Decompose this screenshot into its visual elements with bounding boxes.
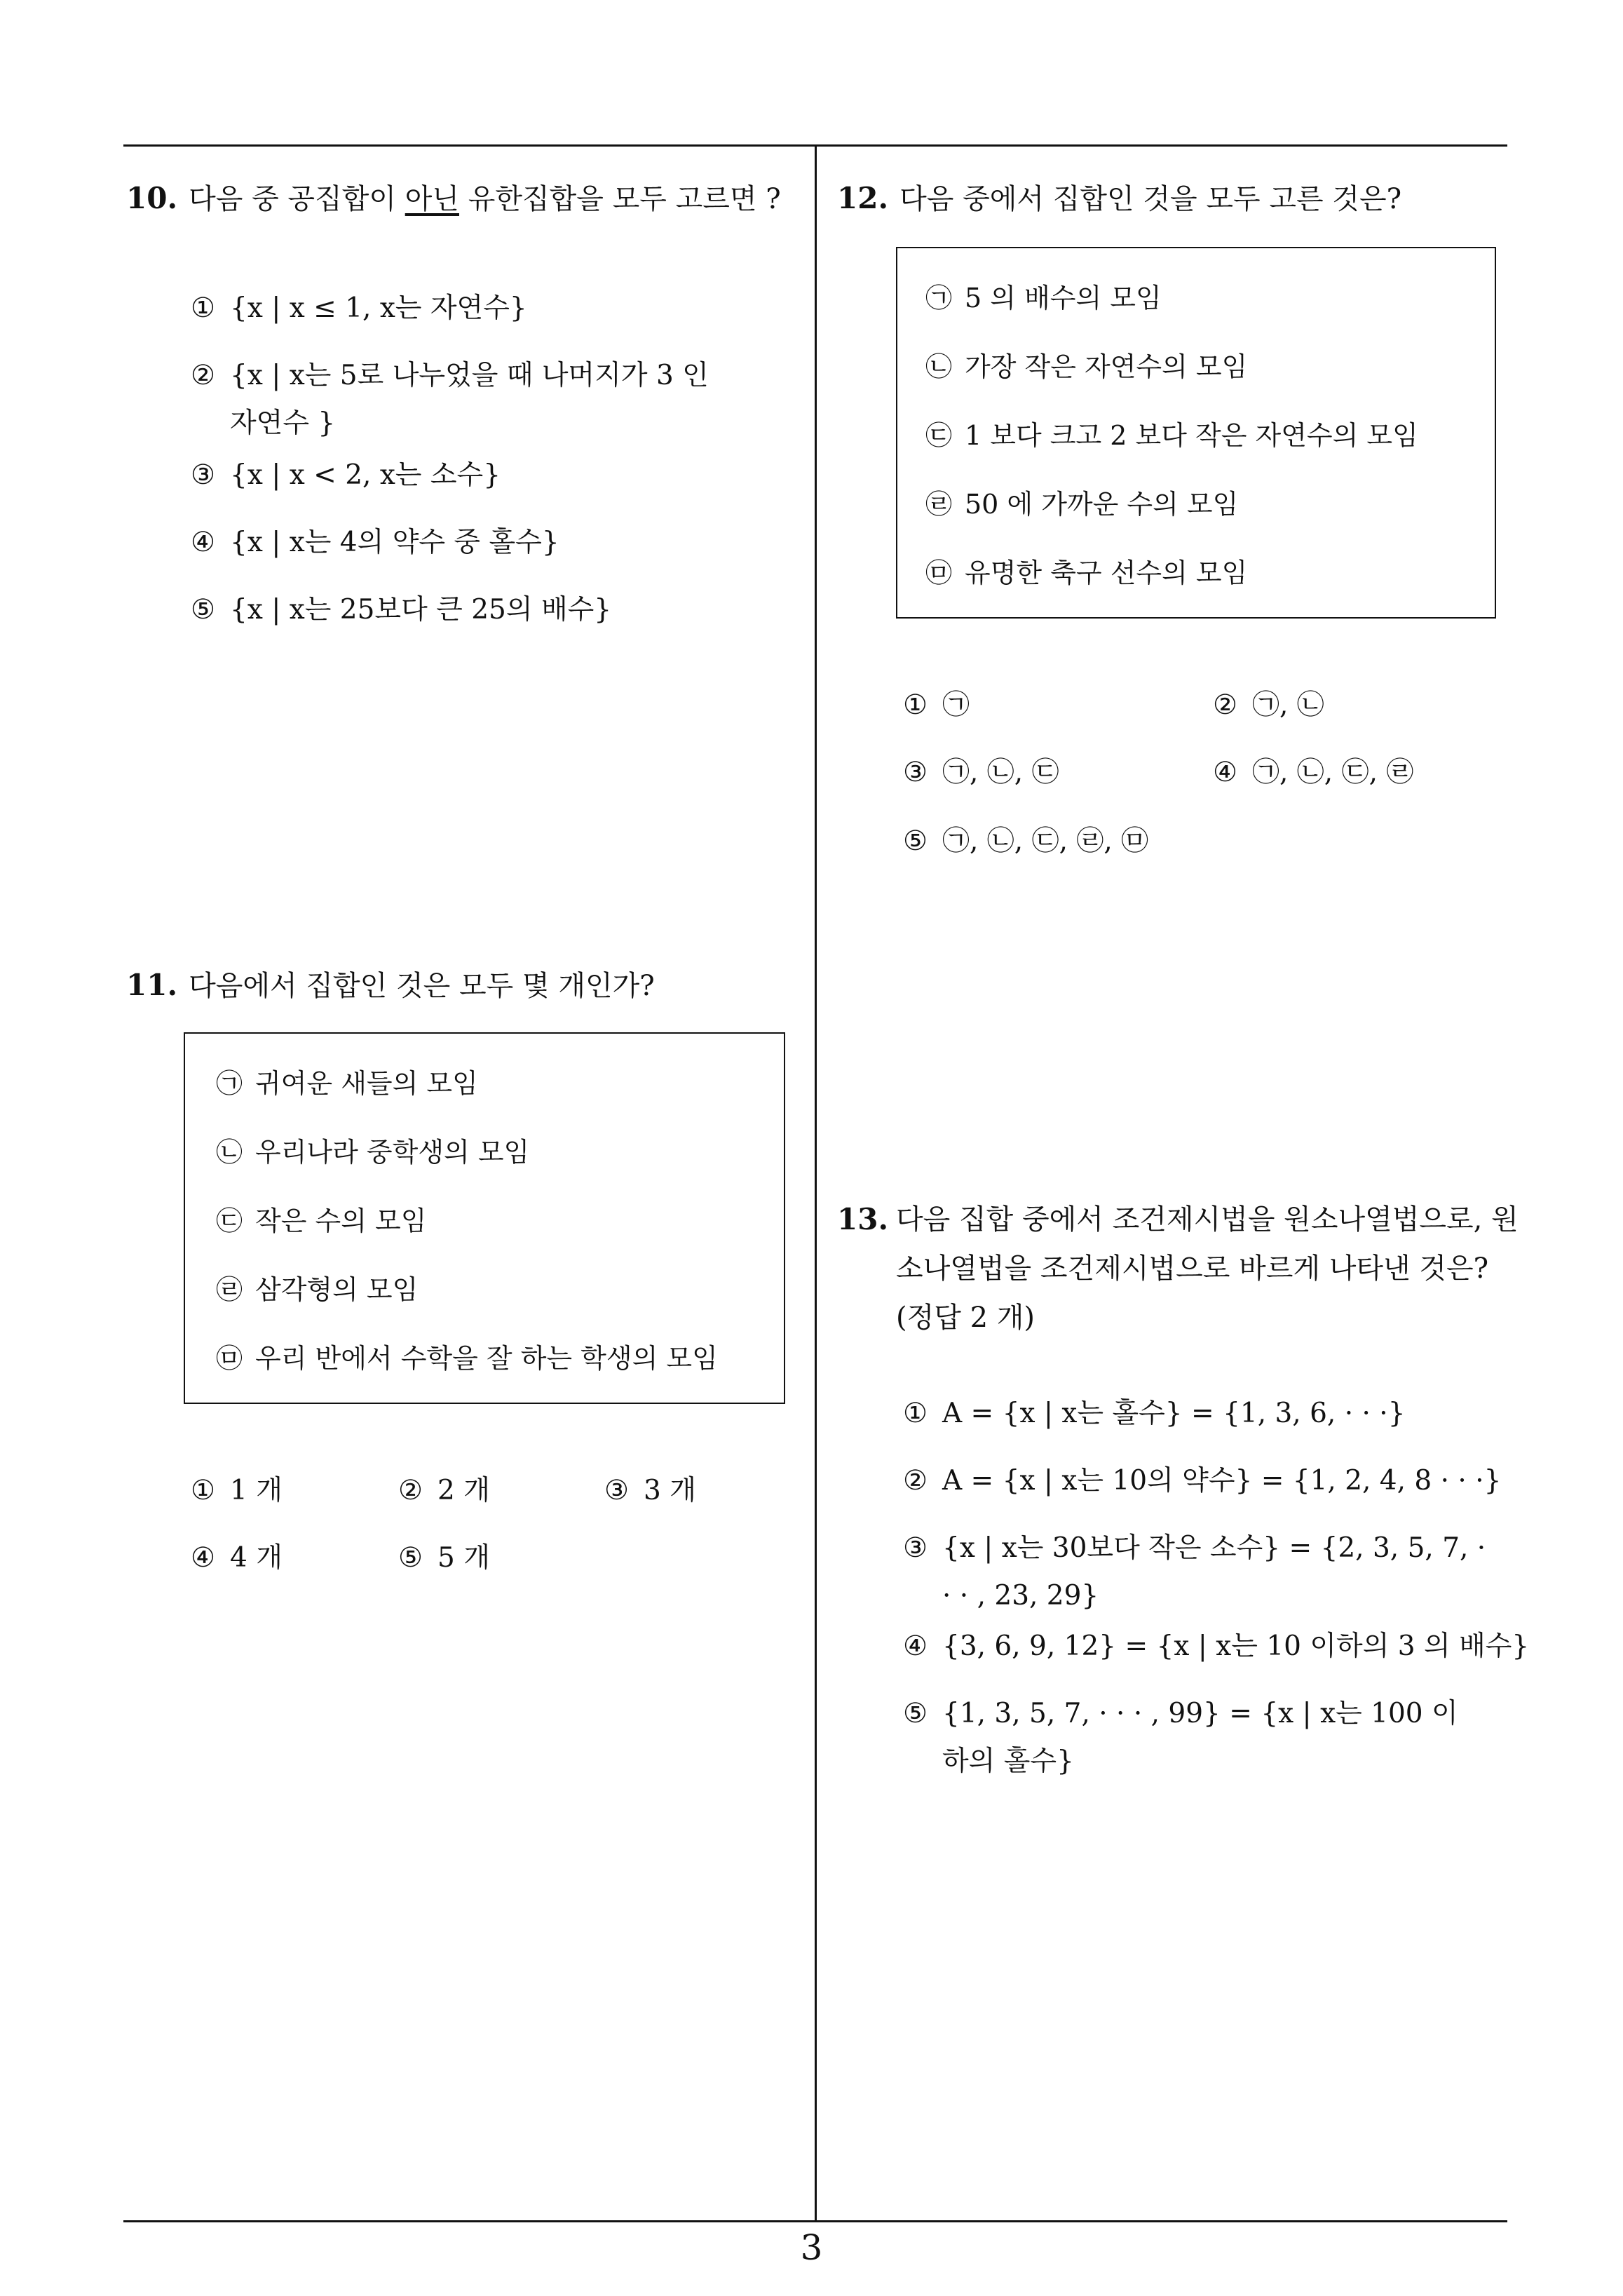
answer-option-2[interactable]: ② 2 개 — [398, 1475, 490, 1506]
box-item: ㉤ 유명한 축구 선수의 모임 — [925, 558, 1248, 588]
bottom-rule — [123, 2220, 1507, 2222]
box-item: ㉢ 1 보다 크고 2 보다 작은 자연수의 모임 — [925, 420, 1418, 451]
answer-option-3[interactable]: ③ {x | x는 30보다 작은 소수} = {2, 3, 5, 7, · · · , 23, 29} — [903, 1532, 1486, 1612]
box-item: ㉡ 우리나라 중학생의 모임 — [216, 1137, 530, 1168]
answer-option-5[interactable]: ⑤ {x | x는 25보다 큰 25의 배수} — [191, 594, 612, 626]
answer-option-3[interactable]: ③ ㉠, ㉡, ㉢ — [903, 757, 1059, 788]
answer-option-2[interactable]: ② ㉠, ㉡ — [1213, 689, 1324, 721]
condition-box — [896, 247, 1496, 619]
answer-option-4[interactable]: ④ 4 개 — [191, 1542, 283, 1574]
box-item: ㉣ 삼각형의 모임 — [216, 1274, 419, 1305]
answer-option-5[interactable]: ⑤ ㉠, ㉡, ㉢, ㉣, ㉤ — [903, 825, 1149, 857]
answer-option-1[interactable]: ① A = {x | x는 홀수} = {1, 3, 6, · · ·} — [903, 1398, 1406, 1429]
question-11-prompt: 11. 다음에서 집합인 것은 모두 몇 개인가? — [126, 968, 655, 1002]
question-number: 13. — [837, 1202, 889, 1236]
answer-option-1[interactable]: ① {x | x ≤ 1, x는 자연수} — [191, 292, 527, 324]
question-10-prompt: 10. 다음 중 공집합이 아닌 유한집합을 모두 고르면 ? — [126, 181, 781, 215]
question-number: 12. — [837, 181, 889, 215]
answer-option-2[interactable]: ② A = {x | x는 10의 약수} = {1, 2, 4, 8 · · ·} — [903, 1465, 1502, 1497]
box-item: ㉢ 작은 수의 모임 — [216, 1206, 427, 1236]
answer-option-2[interactable]: ② {x | x는 5로 나누었을 때 나머지가 3 인 자연수 } — [191, 360, 709, 439]
column-divider — [815, 144, 817, 2222]
question-12-prompt: 12. 다음 중에서 집합인 것을 모두 고른 것은? — [837, 181, 1402, 215]
question-13-prompt: 13. 다음 집합 중에서 조건제시법을 원소나열법으로, 원소나열법을 조건제시법으로 바르게 나타낸 것은? (정답 2 개) — [837, 1195, 1519, 1342]
answer-option-5[interactable]: ⑤ {1, 3, 5, 7, · · · , 99} = {x | x는 100 이하의 홀수} — [903, 1698, 1458, 1777]
answer-option-1[interactable]: ① ㉠ — [903, 689, 970, 721]
box-item: ㉤ 우리 반에서 수학을 잘 하는 학생의 모임 — [216, 1343, 718, 1374]
page-number: 3 — [800, 2227, 823, 2268]
box-item: ㉠ 귀여운 새들의 모임 — [216, 1068, 478, 1099]
answer-option-5[interactable]: ⑤ 5 개 — [398, 1542, 490, 1574]
answer-option-1[interactable]: ① 1 개 — [191, 1475, 283, 1506]
answer-option-4[interactable]: ④ {x | x는 4의 약수 중 홀수} — [191, 527, 559, 558]
box-item: ㉠ 5 의 배수의 모임 — [925, 283, 1162, 313]
question-number: 11. — [126, 968, 178, 1002]
answer-option-3[interactable]: ③ 3 개 — [604, 1475, 696, 1506]
box-item: ㉡ 가장 작은 자연수의 모임 — [925, 351, 1248, 382]
condition-box — [184, 1032, 785, 1404]
emphasis-underline: 아닌 — [405, 183, 459, 215]
answer-option-4[interactable]: ④ {3, 6, 9, 12} = {x | x는 10 이하의 3 의 배수} — [903, 1630, 1530, 1662]
answer-option-3[interactable]: ③ {x | x < 2, x는 소수} — [191, 459, 501, 491]
box-item: ㉣ 50 에 가까운 수의 모임 — [925, 489, 1239, 520]
question-number: 10. — [126, 181, 178, 215]
answer-option-4[interactable]: ④ ㉠, ㉡, ㉢, ㉣ — [1213, 757, 1414, 788]
